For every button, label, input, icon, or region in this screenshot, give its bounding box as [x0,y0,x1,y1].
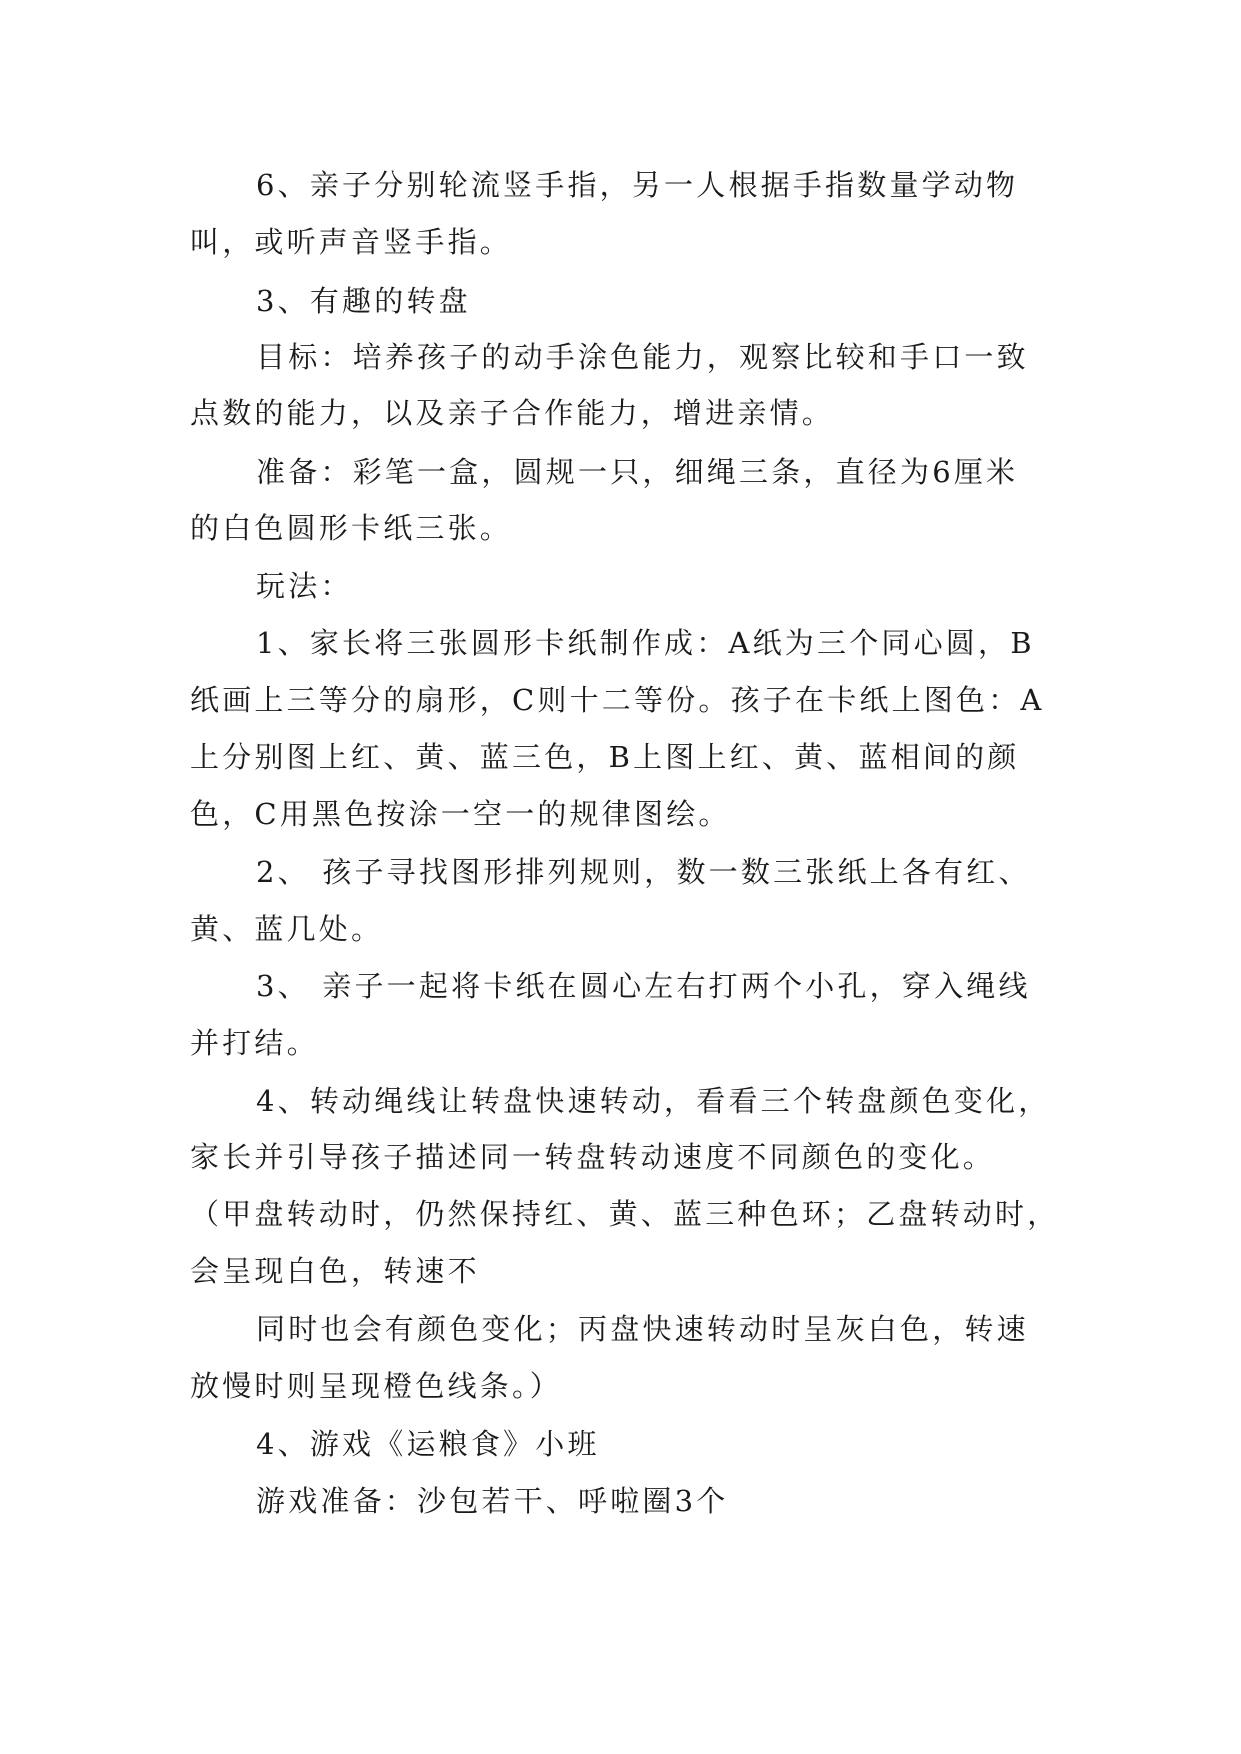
paragraph-line: 点数的能力，以及亲子合作能力，增进亲情。 [190,396,835,430]
paragraph-line: 放慢时则呈现橙色线条。） [190,1369,562,1403]
paragraph-line: 的白色圆形卡纸三张。 [190,511,513,545]
paragraph-line: 玩法： [256,569,353,603]
paragraph-line: 纸画上三等分的扇形，C则十二等份。孩子在卡纸上图色：A [190,683,1045,717]
paragraph-line: 3、 亲子一起将卡纸在圆心左右打两个小孔，穿入绳线 [256,969,1031,1003]
paragraph-line: 同时也会有颜色变化；丙盘快速转动时呈灰白色，转速 [256,1312,1029,1346]
section-heading: 4、游戏《运粮食》小班 [256,1427,600,1461]
paragraph-line: 色，C用黑色按涂一空一的规律图绘。 [190,797,731,831]
paragraph-line: 会呈现白色，转速不 [190,1254,480,1288]
paragraph-line: 黄、蓝几处。 [190,912,384,946]
paragraph-line: （甲盘转动时，仍然保持红、黄、蓝三种色环；乙盘转动时， [190,1197,1060,1231]
paragraph-line: 6、亲子分别轮流竖手指，另一人根据手指数量学动物 [256,168,1019,202]
paragraph-line: 1、家长将三张圆形卡纸制作成：A纸为三个同心圆，B [256,626,1035,660]
paragraph-line: 叫，或听声音竖手指。 [190,225,513,259]
paragraph-line: 目标：培养孩子的动手涂色能力，观察比较和手口一致 [256,340,1029,374]
paragraph-line: 准备：彩笔一盒，圆规一只，细绳三条，直径为6厘米 [256,455,1019,489]
paragraph-line: 2、 孩子寻找图形排列规则，数一数三张纸上各有红、 [256,855,1031,889]
paragraph-line: 4、转动绳线让转盘快速转动，看看三个转盘颜色变化， [256,1084,1051,1118]
section-heading: 3、有趣的转盘 [256,284,471,318]
paragraph-line: 上分别图上红、黄、蓝三色，B上图上红、黄、蓝相间的颜 [190,740,1020,774]
paragraph-line: 游戏准备：沙包若干、呼啦圈3个 [256,1484,729,1518]
paragraph-line: 并打结。 [190,1026,319,1060]
paragraph-line: 家长并引导孩子描述同一转盘转动速度不同颜色的变化。 [190,1140,996,1174]
